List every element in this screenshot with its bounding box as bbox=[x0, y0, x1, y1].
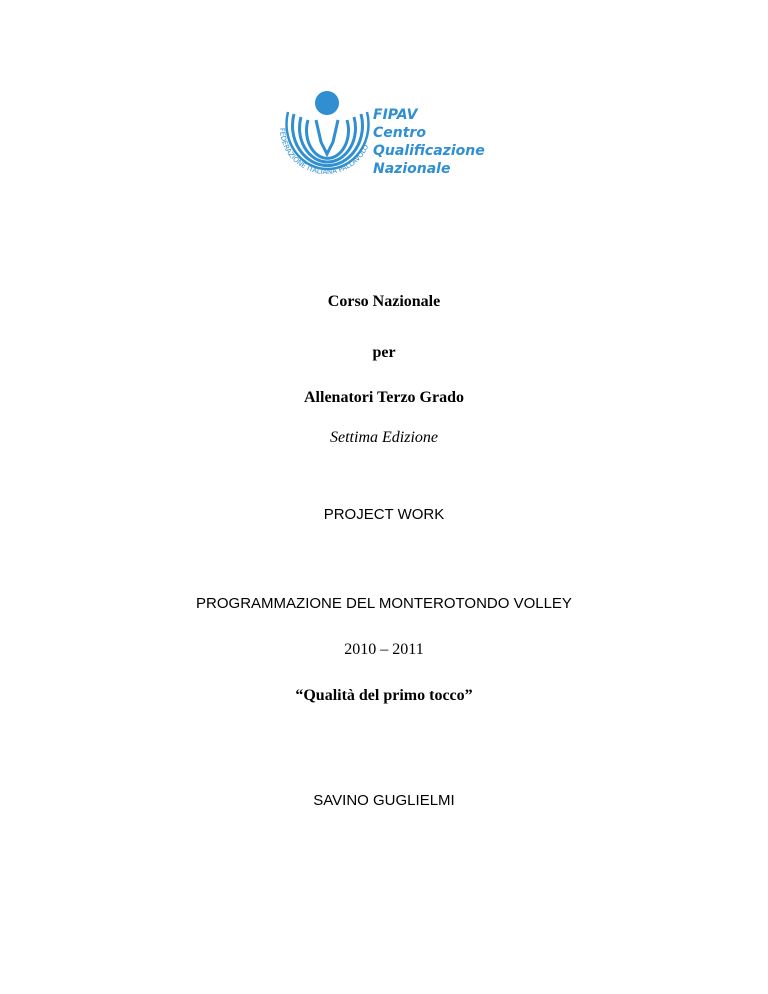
season: 2010 – 2011 bbox=[344, 641, 424, 658]
logo-line-centro: Centro bbox=[373, 125, 426, 141]
course-title: Corso Nazionale bbox=[327, 293, 441, 310]
edition: Settima Edizione bbox=[330, 429, 438, 446]
ring-text: FEDERAZIONE ITALIANA PALLAVOLO bbox=[277, 127, 371, 177]
course-preposition: per bbox=[372, 344, 396, 361]
logo-line-fipav: FIPAV bbox=[373, 107, 418, 123]
logo-line-qualificazione: Qualificazione bbox=[373, 143, 485, 159]
author: SAVINO GUGLIELMI bbox=[313, 792, 455, 809]
logo-line-nazionale: Nazionale bbox=[373, 161, 451, 177]
course-target: Allenatori Terzo Grado bbox=[304, 389, 464, 406]
fipav-emblem-icon bbox=[272, 90, 377, 202]
work-type: PROJECT WORK bbox=[323, 506, 445, 523]
logo-text bbox=[373, 106, 485, 178]
fipav-logo bbox=[272, 90, 502, 210]
program-title: PROGRAMMAZIONE DEL MONTEROTONDO VOLLEY bbox=[196, 595, 572, 612]
theme: “Qualità del primo tocco” bbox=[295, 687, 473, 704]
